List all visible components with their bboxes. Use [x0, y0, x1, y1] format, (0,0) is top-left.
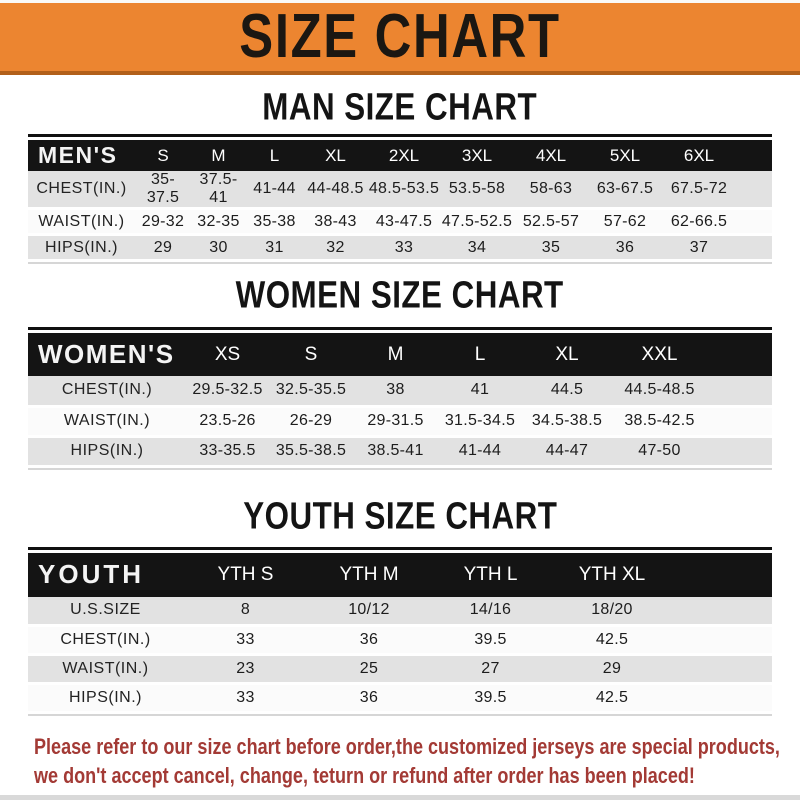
size-cell: 41-44	[253, 180, 296, 197]
youth-section-title	[0, 493, 800, 537]
size-column-header: 6XL	[683, 145, 715, 165]
footer-note	[34, 732, 800, 790]
size-column-header: 2XL	[388, 145, 420, 165]
womens-size-table-wrap	[28, 327, 772, 470]
size-cell: 23	[236, 660, 255, 677]
size-cell: 30	[209, 238, 228, 256]
size-cell: 38-43	[314, 212, 357, 230]
mens-size-table	[28, 140, 772, 262]
size-cell: 33	[236, 689, 255, 706]
mens-header-row	[28, 140, 772, 171]
size-column-header: XXL	[641, 343, 678, 365]
size-cell: 32-35	[197, 212, 240, 230]
spacer-cell	[736, 140, 772, 171]
size-column-header: YTH M	[339, 563, 399, 585]
size-column-header: XL	[555, 343, 579, 365]
banner-title: SIZE CHART	[239, 2, 561, 71]
bottom-edge-strip	[0, 795, 800, 800]
size-cell: 48.5-53.5	[368, 180, 440, 197]
row-label: HIPS(IN.)	[69, 689, 142, 706]
size-cell: 38.5-42.5	[624, 412, 695, 429]
size-cell: 32.5-35.5	[275, 381, 347, 399]
womens-header-label: WOMEN'S	[38, 339, 175, 369]
size-cell: 33	[236, 631, 255, 648]
size-cell: 42.5	[595, 631, 629, 648]
size-cell: 35.5-38.5	[275, 442, 347, 459]
size-cell: 29-31.5	[367, 412, 424, 429]
mens-size-table-wrap	[28, 134, 772, 264]
spacer-cell	[673, 597, 772, 626]
table-row	[28, 209, 772, 235]
size-cell: 14/16	[469, 601, 512, 619]
mens-header-label: MEN'S	[38, 142, 118, 168]
size-cell: 47.5-52.5	[441, 212, 513, 230]
table-row	[28, 655, 772, 684]
row-label: WAIST(IN.)	[63, 412, 151, 429]
size-cell: 32	[326, 238, 345, 256]
youth-header-row	[28, 553, 772, 597]
youth-size-table-wrap	[28, 547, 772, 717]
size-cell: 44.5-48.5	[624, 381, 695, 399]
size-cell: 41-44	[458, 442, 502, 459]
spacer-cell	[707, 406, 772, 436]
footer-line-2: we don't accept cancel, change, teturn or refund after order has been placed!	[34, 762, 695, 789]
size-cell: 62-66.5	[670, 212, 728, 230]
size-cell: 33	[394, 238, 414, 256]
row-label: CHEST(IN.)	[60, 631, 151, 648]
spacer-cell	[673, 553, 772, 597]
size-column-header: L	[269, 145, 280, 165]
row-label: U.S.SIZE	[70, 601, 141, 619]
size-cell: 44-47	[545, 442, 589, 459]
womens-header-row	[28, 333, 772, 376]
size-cell: 47-50	[638, 442, 681, 459]
size-cell: 29-32	[141, 212, 185, 230]
spacer-cell	[673, 684, 772, 713]
size-column-header: S	[157, 145, 169, 165]
size-cell: 41	[470, 381, 490, 399]
size-column-header: YTH XL	[578, 563, 646, 585]
women-section-title-text: WOMEN SIZE CHART	[235, 273, 565, 316]
row-label: WAIST(IN.)	[62, 660, 149, 677]
size-cell: 38	[386, 381, 405, 399]
row-label: CHEST(IN.)	[36, 180, 127, 197]
size-cell: 25	[359, 660, 379, 677]
size-cell: 39.5	[474, 689, 507, 706]
table-row	[28, 436, 772, 466]
size-column-header: M	[211, 145, 226, 165]
size-cell: 23.5-26	[199, 412, 256, 429]
size-cell: 44.5	[550, 381, 584, 399]
size-cell: 37.5-41	[199, 171, 238, 206]
table-row	[28, 406, 772, 436]
size-cell: 29	[153, 238, 173, 256]
table-row	[28, 684, 772, 713]
spacer-cell	[707, 376, 772, 406]
size-cell: 29.5-32.5	[192, 381, 263, 399]
size-cell: 44-48.5	[307, 180, 364, 197]
youth-section-title-text: YOUTH SIZE CHART	[242, 493, 558, 537]
size-cell: 52.5-57	[522, 212, 580, 230]
size-cell: 42.5	[595, 689, 629, 706]
spacer-cell	[673, 655, 772, 684]
size-cell: 39.5	[474, 631, 507, 648]
size-column-header: YTH S	[217, 563, 274, 585]
womens-size-table	[28, 333, 772, 468]
size-cell: 29	[602, 660, 622, 677]
size-cell: 38.5-41	[367, 442, 424, 459]
size-column-header: 4XL	[535, 145, 567, 165]
row-label: HIPS(IN.)	[70, 442, 144, 459]
size-column-header: 5XL	[609, 145, 641, 165]
youth-size-table	[28, 553, 772, 715]
spacer-cell	[707, 333, 772, 376]
size-cell: 33-35.5	[199, 442, 256, 459]
size-column-header: L	[474, 343, 486, 365]
size-cell: 10/12	[348, 601, 390, 619]
size-chart-banner	[0, 0, 800, 75]
size-cell: 63-67.5	[596, 180, 654, 197]
size-cell: 34.5-38.5	[531, 412, 603, 429]
spacer-cell	[736, 235, 772, 261]
women-section-title	[0, 273, 800, 316]
table-row	[28, 171, 772, 209]
row-label: CHEST(IN.)	[61, 381, 153, 399]
youth-header-label: YOUTH	[38, 559, 144, 589]
size-cell: 57-62	[603, 212, 647, 230]
footer-line-1: Please refer to our size chart before order,the customized jerseys are special products,	[34, 733, 780, 760]
size-cell: 67.5-72	[670, 180, 728, 197]
size-cell: 35-37.5	[146, 171, 180, 206]
size-cell: 37	[689, 238, 709, 256]
size-cell: 36	[615, 238, 635, 256]
size-column-header: 3XL	[461, 145, 493, 165]
size-cell: 58-63	[529, 180, 573, 197]
size-cell: 31	[265, 238, 284, 256]
size-cell: 35-38	[253, 212, 296, 230]
spacer-cell	[736, 209, 772, 235]
size-cell: 43-47.5	[375, 212, 433, 230]
size-cell: 36	[359, 631, 379, 648]
table-row	[28, 626, 772, 655]
size-cell: 8	[240, 601, 251, 619]
table-row	[28, 235, 772, 261]
table-row	[28, 376, 772, 406]
size-column-header: S	[304, 343, 318, 365]
size-cell: 53.5-58	[448, 180, 506, 197]
size-cell: 27	[481, 660, 500, 677]
table-row	[28, 597, 772, 626]
size-cell: 34	[467, 238, 487, 256]
size-cell: 36	[359, 689, 379, 706]
row-label: HIPS(IN.)	[45, 238, 118, 256]
spacer-cell	[736, 171, 772, 209]
size-cell: 31.5-34.5	[444, 412, 516, 429]
size-column-header: M	[387, 343, 404, 365]
spacer-cell	[673, 626, 772, 655]
size-cell: 26-29	[289, 412, 333, 429]
size-column-header: YTH L	[463, 563, 518, 585]
row-label: WAIST(IN.)	[38, 212, 125, 230]
size-cell: 18/20	[591, 601, 633, 619]
size-column-header: XL	[325, 145, 346, 165]
size-cell: 35	[541, 238, 561, 256]
man-section-title	[0, 85, 800, 128]
size-column-header: XS	[214, 343, 241, 365]
man-section-title-text: MAN SIZE CHART	[262, 85, 538, 128]
spacer-cell	[707, 436, 772, 466]
